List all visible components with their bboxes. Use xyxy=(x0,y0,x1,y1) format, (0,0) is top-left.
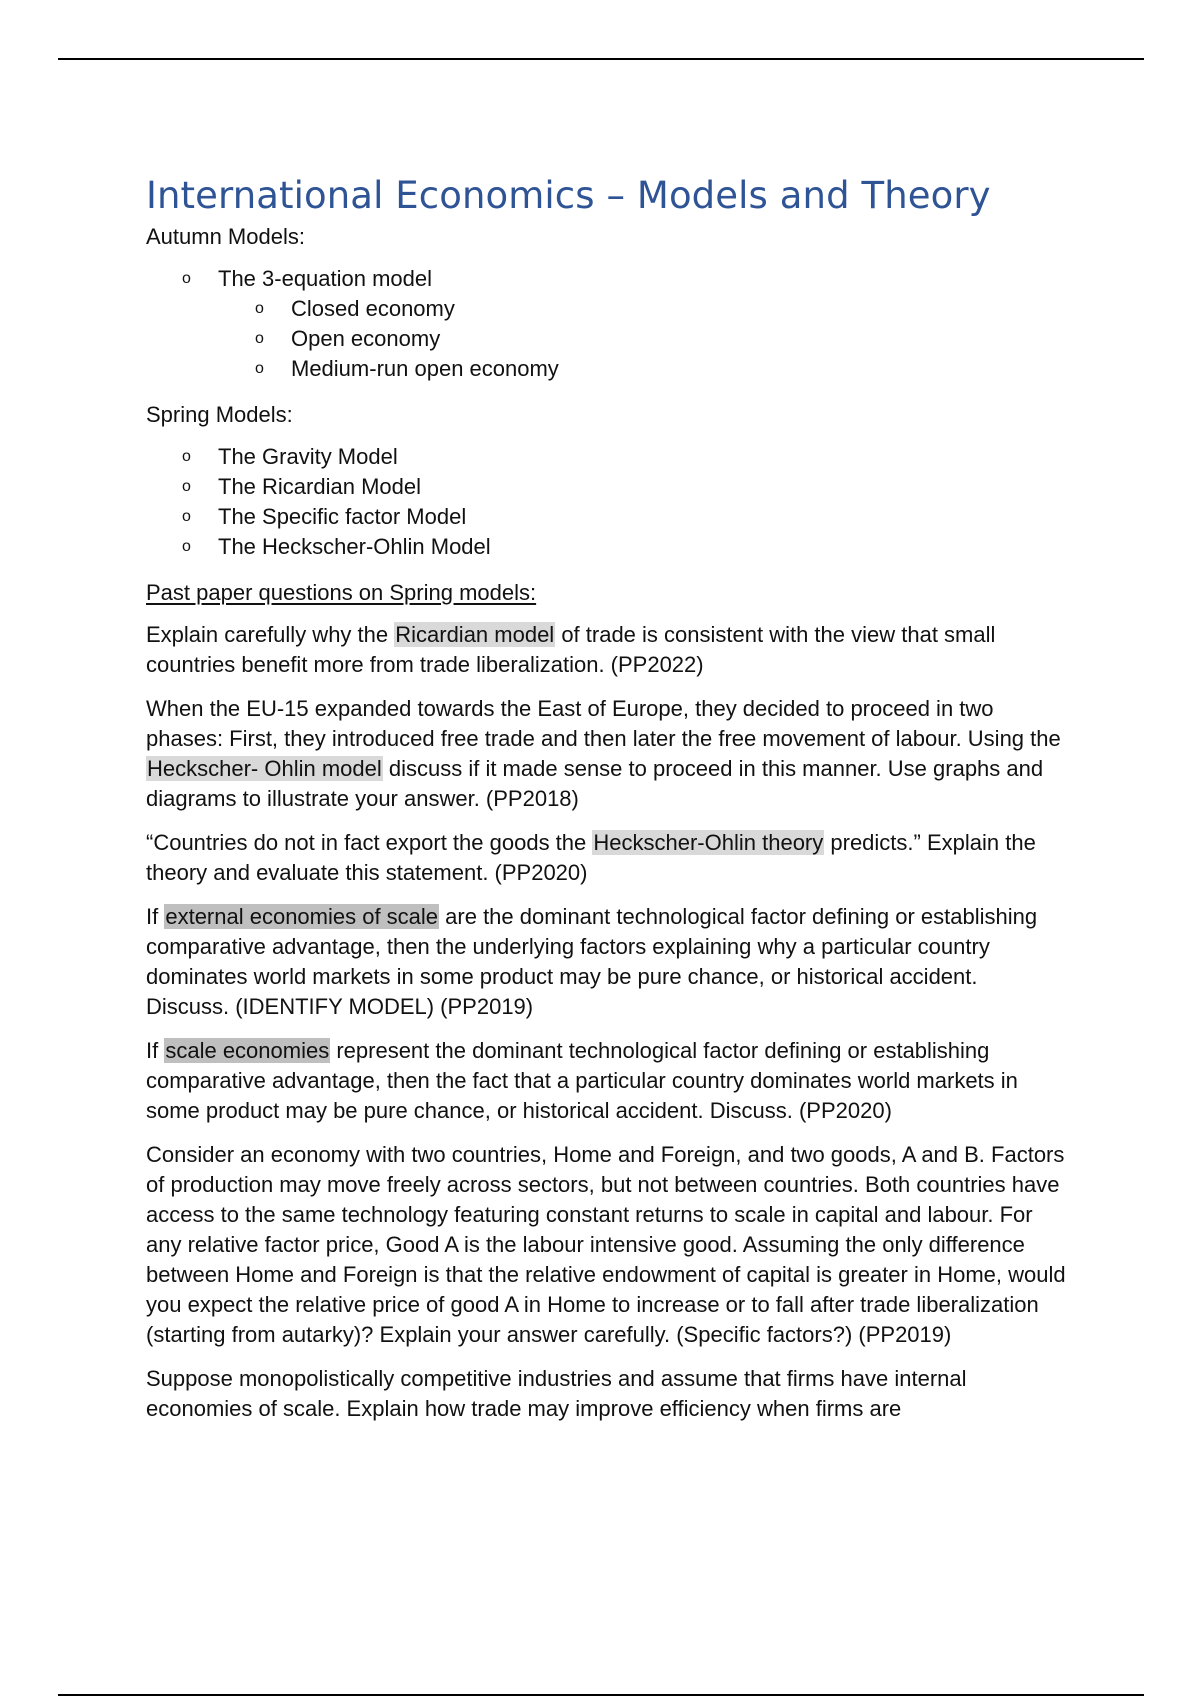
list-item: o Open economy xyxy=(146,324,1066,354)
list-item: o The Ricardian Model xyxy=(146,472,1066,502)
hollow-bullet-icon: o xyxy=(182,478,191,495)
footer-rule xyxy=(58,1694,1144,1696)
question-paragraph: When the EU-15 expanded towards the East of Europe, they decided to proceed in two phases: First, they introduced free trade and then later the free movement of labour. Using the Heckscher- Ohlin model discuss if it made sense to proceed in this manner. Use graphs and diagrams to illustrate your answer. (PP2018) xyxy=(146,696,1061,811)
list-item: o The Specific factor Model xyxy=(146,502,1066,532)
list-item: o The Heckscher-Ohlin Model xyxy=(146,532,1066,562)
hollow-bullet-icon: o xyxy=(182,538,191,555)
hollow-bullet-icon: o xyxy=(182,508,191,525)
highlighted-term: Heckscher- Ohlin model xyxy=(147,756,382,781)
question-paragraph: If scale economies represent the dominant technological factor defining or establishing comparative advantage, then the fact that a particular country dominates world markets in some product may be pure chance, or historical accident. Discuss. (PP2020) xyxy=(146,1038,1018,1123)
document-title: International Economics – Models and Theory xyxy=(146,174,991,217)
list-item: o Medium-run open economy xyxy=(146,354,1066,384)
hollow-bullet-icon: o xyxy=(255,300,264,317)
hollow-bullet-icon: o xyxy=(255,360,264,377)
hollow-bullet-icon: o xyxy=(182,448,191,465)
header-rule xyxy=(58,58,1144,60)
question-paragraph: Explain carefully why the Ricardian model of trade is consistent with the view that small countries benefit more from trade liberalization. (PP2022) xyxy=(146,622,996,677)
list-item: o The Gravity Model xyxy=(146,442,1066,472)
spring-models-heading: Spring Models: xyxy=(146,402,293,427)
question-paragraph: Consider an economy with two countries, Home and Foreign, and two goods, A and B. Factors of production may move freely across sectors, but not between countries. Both countries have access to the same technology featuring constant returns to scale in capital and labour. For any relative factor price, Good A is the labour intensive good. Assuming the only difference between Home and Foreign is that the relative endowment of capital is greater in Home, would you expect the relative price of good A in Home to increase or to fall after trade liberalization (starting from autarky)? Explain your answer carefully. (Specific factors?) (PP2019) xyxy=(146,1142,1066,1347)
highlighted-term: external economies of scale xyxy=(165,904,439,929)
question-paragraph: “Countries do not in fact export the goods the Heckscher-Ohlin theory predicts.” Explain the theory and evaluate this statement. (PP2020) xyxy=(146,830,1036,885)
question-paragraph: Suppose monopolistically competitive industries and assume that firms have internal economies of scale. Explain how trade may improve efficiency when firms are xyxy=(146,1366,967,1421)
hollow-bullet-icon: o xyxy=(255,330,264,347)
highlighted-term: Heckscher-Ohlin theory xyxy=(593,830,824,855)
highlighted-term: Ricardian model xyxy=(395,622,555,647)
list-item: o Closed economy xyxy=(146,294,1066,324)
question-paragraph: If external economies of scale are the dominant technological factor defining or establishing comparative advantage, then the underlying factors explaining why a particular country dominates world markets in some product may be pure chance, or historical accident. Discuss. (IDENTIFY MODEL) (PP2019) xyxy=(146,904,1038,1019)
autumn-models-list xyxy=(146,264,1066,384)
highlighted-term: scale economies xyxy=(165,1038,330,1063)
past-papers-heading: Past paper questions on Spring models: xyxy=(146,580,537,605)
list-item: o The 3-equation model xyxy=(146,264,1066,294)
hollow-bullet-icon: o xyxy=(182,270,191,287)
document-body xyxy=(146,172,1066,1424)
autumn-models-heading: Autumn Models: xyxy=(146,224,305,249)
spring-models-list xyxy=(146,442,1066,562)
